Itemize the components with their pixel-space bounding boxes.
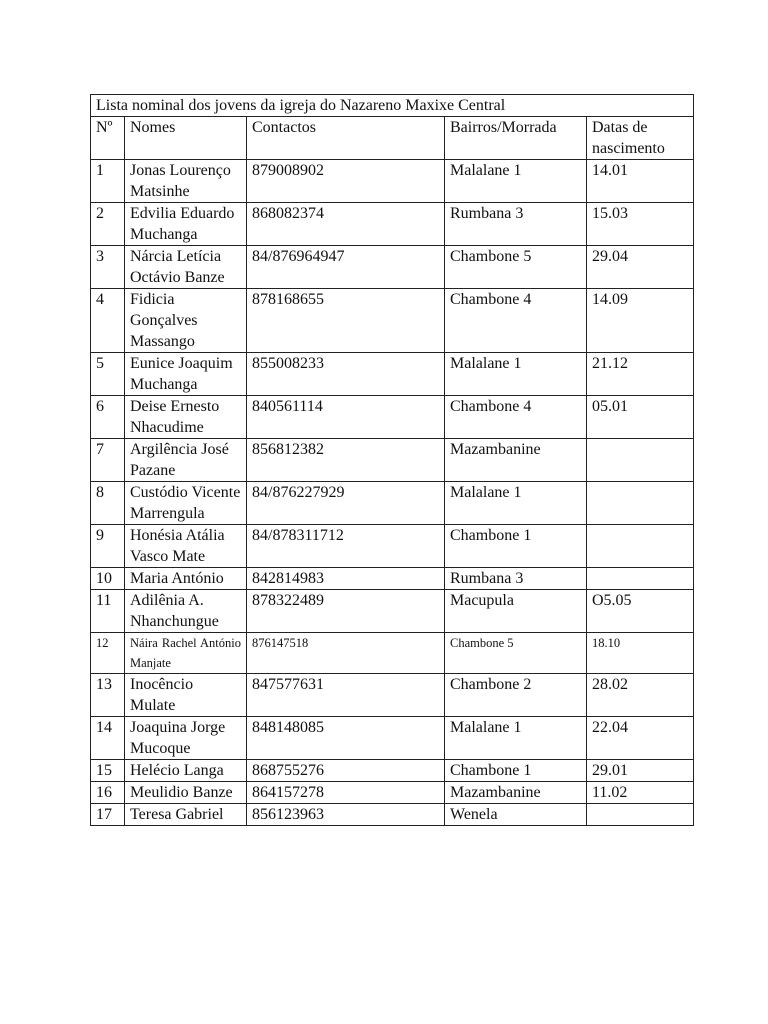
table-row bbox=[91, 525, 694, 568]
cell-num: 16 bbox=[91, 782, 125, 804]
cell-num: 2 bbox=[91, 203, 125, 246]
cell-name: Teresa Gabriel bbox=[125, 804, 247, 826]
header-row bbox=[91, 117, 694, 160]
cell-area: Chambone 5 bbox=[445, 246, 587, 289]
cell-dob bbox=[587, 568, 694, 590]
cell-area: Malalane 1 bbox=[445, 717, 587, 760]
cell-name: Fidicia Gonçalves Massango bbox=[125, 289, 247, 353]
cell-area: Chambone 2 bbox=[445, 674, 587, 717]
cell-area: Chambone 1 bbox=[445, 760, 587, 782]
cell-area: Mazambanine bbox=[445, 782, 587, 804]
cell-dob: 05.01 bbox=[587, 396, 694, 439]
cell-name: Nárcia Letícia Octávio Banze bbox=[125, 246, 247, 289]
cell-name: Argilência José Pazane bbox=[125, 439, 247, 482]
cell-num: 11 bbox=[91, 590, 125, 633]
cell-contact: 864157278 bbox=[247, 782, 445, 804]
cell-area: Rumbana 3 bbox=[445, 203, 587, 246]
cell-num: 13 bbox=[91, 674, 125, 717]
cell-contact: 847577631 bbox=[247, 674, 445, 717]
cell-name: Inocêncio Mulate bbox=[125, 674, 247, 717]
table-row bbox=[91, 289, 694, 353]
cell-contact: 84/878311712 bbox=[247, 525, 445, 568]
cell-dob: 15.03 bbox=[587, 203, 694, 246]
document-page bbox=[90, 94, 693, 826]
table-row bbox=[91, 482, 694, 525]
table-row bbox=[91, 717, 694, 760]
table-row bbox=[91, 674, 694, 717]
cell-area: Chambone 4 bbox=[445, 289, 587, 353]
cell-name: Meulidio Banze bbox=[125, 782, 247, 804]
cell-area: Malalane 1 bbox=[445, 160, 587, 203]
table-row bbox=[91, 396, 694, 439]
header-contact: Contactos bbox=[247, 117, 445, 160]
cell-num: 12 bbox=[91, 633, 125, 674]
table-row bbox=[91, 160, 694, 203]
header-area: Bairros/Morrada bbox=[445, 117, 587, 160]
cell-area: Wenela bbox=[445, 804, 587, 826]
cell-num: 14 bbox=[91, 717, 125, 760]
cell-name: Eunice Joaquim Muchanga bbox=[125, 353, 247, 396]
cell-area: Chambone 4 bbox=[445, 396, 587, 439]
cell-area: Macupula bbox=[445, 590, 587, 633]
cell-contact: 855008233 bbox=[247, 353, 445, 396]
cell-num: 7 bbox=[91, 439, 125, 482]
table-row bbox=[91, 590, 694, 633]
cell-name: Maria António bbox=[125, 568, 247, 590]
cell-name: Adilênia A. Nhanchungue bbox=[125, 590, 247, 633]
cell-num: 17 bbox=[91, 804, 125, 826]
cell-area: Malalane 1 bbox=[445, 353, 587, 396]
cell-dob: 11.02 bbox=[587, 782, 694, 804]
cell-contact: 879008902 bbox=[247, 160, 445, 203]
cell-num: 15 bbox=[91, 760, 125, 782]
cell-dob: 14.01 bbox=[587, 160, 694, 203]
cell-num: 5 bbox=[91, 353, 125, 396]
cell-area: Rumbana 3 bbox=[445, 568, 587, 590]
cell-contact: 840561114 bbox=[247, 396, 445, 439]
cell-num: 8 bbox=[91, 482, 125, 525]
cell-num: 9 bbox=[91, 525, 125, 568]
cell-name: Náira Rachel António Manjate bbox=[125, 633, 247, 674]
cell-dob bbox=[587, 525, 694, 568]
cell-contact: 868082374 bbox=[247, 203, 445, 246]
cell-name: Honésia Atália Vasco Mate bbox=[125, 525, 247, 568]
cell-name: Helécio Langa bbox=[125, 760, 247, 782]
cell-contact: 848148085 bbox=[247, 717, 445, 760]
table-title: Lista nominal dos jovens da igreja do Nazareno Maxixe Central bbox=[91, 95, 694, 117]
cell-area: Mazambanine bbox=[445, 439, 587, 482]
header-dob: Datas de nascimento bbox=[587, 117, 694, 160]
cell-name: Deise Ernesto Nhacudime bbox=[125, 396, 247, 439]
header-name: Nomes bbox=[125, 117, 247, 160]
cell-num: 3 bbox=[91, 246, 125, 289]
cell-dob bbox=[587, 804, 694, 826]
cell-name: Edvilia Eduardo Muchanga bbox=[125, 203, 247, 246]
table-row bbox=[91, 568, 694, 590]
table-row bbox=[91, 804, 694, 826]
cell-contact: 868755276 bbox=[247, 760, 445, 782]
table-row bbox=[91, 760, 694, 782]
cell-contact: 876147518 bbox=[247, 633, 445, 674]
cell-name: Jonas Lourenço Matsinhe bbox=[125, 160, 247, 203]
cell-contact: 84/876964947 bbox=[247, 246, 445, 289]
cell-contact: 856123963 bbox=[247, 804, 445, 826]
cell-dob: 14.09 bbox=[587, 289, 694, 353]
title-row bbox=[91, 95, 694, 117]
cell-contact: 84/876227929 bbox=[247, 482, 445, 525]
table-row bbox=[91, 246, 694, 289]
cell-dob: 28.02 bbox=[587, 674, 694, 717]
table-row bbox=[91, 439, 694, 482]
cell-num: 4 bbox=[91, 289, 125, 353]
table-row bbox=[91, 203, 694, 246]
cell-dob: 29.01 bbox=[587, 760, 694, 782]
cell-dob: 29.04 bbox=[587, 246, 694, 289]
cell-num: 1 bbox=[91, 160, 125, 203]
cell-area: Malalane 1 bbox=[445, 482, 587, 525]
cell-dob: O5.05 bbox=[587, 590, 694, 633]
cell-dob: 18.10 bbox=[587, 633, 694, 674]
cell-area: Chambone 5 bbox=[445, 633, 587, 674]
cell-name: Joaquina Jorge Mucoque bbox=[125, 717, 247, 760]
cell-dob bbox=[587, 482, 694, 525]
cell-num: 6 bbox=[91, 396, 125, 439]
cell-contact: 856812382 bbox=[247, 439, 445, 482]
table-row bbox=[91, 353, 694, 396]
cell-dob bbox=[587, 439, 694, 482]
cell-name: Custódio Vicente Marrengula bbox=[125, 482, 247, 525]
table-row bbox=[91, 782, 694, 804]
cell-dob: 22.04 bbox=[587, 717, 694, 760]
cell-area: Chambone 1 bbox=[445, 525, 587, 568]
cell-dob: 21.12 bbox=[587, 353, 694, 396]
cell-contact: 878168655 bbox=[247, 289, 445, 353]
header-num: Nº bbox=[91, 117, 125, 160]
cell-num: 10 bbox=[91, 568, 125, 590]
youth-list-table bbox=[90, 94, 694, 826]
table-row bbox=[91, 633, 694, 674]
cell-contact: 842814983 bbox=[247, 568, 445, 590]
cell-contact: 878322489 bbox=[247, 590, 445, 633]
